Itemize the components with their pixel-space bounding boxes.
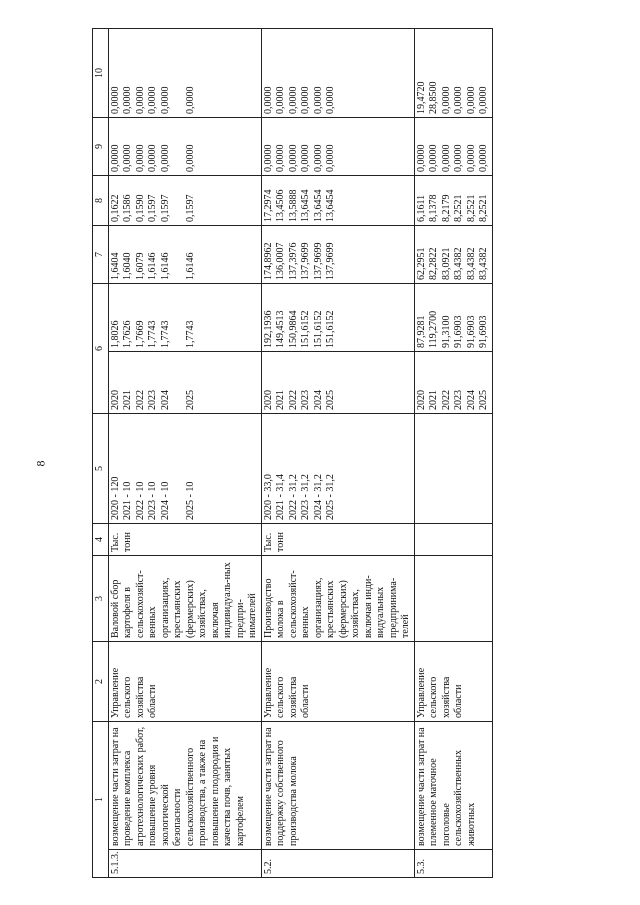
row-col6 — [414, 284, 492, 352]
header-cell-7: 7 — [93, 226, 109, 284]
row-col9-value: 0,0000 — [147, 144, 158, 172]
row-targets-value: 2021 - 31,4 — [275, 474, 286, 520]
row-col8-value: 8,2179 — [440, 194, 452, 222]
row-col10-value: 0,0000 — [325, 86, 336, 114]
row-targets — [261, 414, 414, 524]
row-targets — [108, 414, 261, 524]
row-col10-value: 0,0000 — [453, 86, 464, 114]
row-years — [261, 352, 414, 414]
row-years-value: 2024 — [465, 390, 477, 410]
row-years-value: 2025 — [325, 390, 336, 410]
row-years-value: 2022 — [287, 390, 299, 410]
row-col6-value: 91,6903 — [453, 315, 464, 348]
row-col10-value: 0,0000 — [300, 86, 311, 114]
row-col7 — [414, 226, 492, 284]
row-col9 — [261, 118, 414, 176]
row-col10-value: 0,0000 — [287, 86, 299, 114]
row-col7-value: 1,6146 — [147, 252, 158, 280]
row-executor: Управление сельского хозяйства области — [414, 642, 492, 722]
row-col6-value: 192,1936 — [262, 310, 274, 348]
row-col8-value: 0,1597 — [159, 194, 171, 222]
row-col9-value: 0,0000 — [415, 144, 427, 172]
row-unit — [414, 524, 492, 556]
row-col9-value: 0,0000 — [287, 144, 299, 172]
row-col8-value: 0,1586 — [122, 194, 133, 222]
row-col10-value: 19,4720 — [415, 81, 427, 114]
row-years-value: 2023 — [147, 390, 158, 410]
row-targets-value: 2020 - 120 — [109, 476, 121, 520]
row-col10 — [108, 29, 261, 118]
row-col8 — [108, 176, 261, 226]
row-indicator: Валовой сбор картофеля в сельскохозяйст-венных организациях, крестьянских (фермерских) хозяйствах, включая индивидуаль-ных предпри-нимателей — [108, 556, 261, 642]
row-col6 — [261, 284, 414, 352]
row-col8-value: 17,2974 — [262, 189, 274, 222]
row-years-value: 2020 — [109, 390, 121, 410]
row-col6-value: 91,6903 — [465, 315, 477, 348]
row-col6-value: 87,9281 — [415, 315, 427, 348]
row-targets-value: 2021 - 10 — [122, 481, 133, 520]
row-col8-value: 0,1590 — [134, 194, 146, 222]
row-col10-value: 0,0000 — [134, 86, 146, 114]
row-description: возмещение части затрат на поддержку собственного производства молока — [261, 722, 414, 850]
row-col8-value: 0,1597 — [184, 194, 196, 222]
row-col8-value: 8,1378 — [428, 194, 439, 222]
program-table — [92, 28, 493, 878]
table-row — [414, 29, 492, 878]
row-col7-value: 137,9699 — [325, 242, 336, 280]
row-col9-value: 0,0000 — [453, 144, 464, 172]
header-cell-4: 4 — [93, 524, 109, 556]
header-cell-10: 10 — [93, 29, 109, 118]
row-col7-value: 83,0921 — [440, 247, 452, 280]
row-col6-value — [172, 287, 185, 348]
row-col9-value: 0,0000 — [122, 144, 133, 172]
row-description: возмещение части затрат на племенное маточное поголовье сельскохозяйственных животных — [414, 722, 492, 850]
row-targets-value: 2025 - 10 — [184, 481, 196, 520]
row-col7-value: 1,6146 — [159, 252, 171, 280]
row-col10-value: 0,0000 — [275, 86, 286, 114]
row-unit: Тыс. тонн — [261, 524, 414, 556]
row-col6-value: 1,8026 — [109, 320, 121, 348]
row-col8-value: 13,5888 — [287, 189, 299, 222]
header-cell-5: 5 — [93, 414, 109, 524]
row-col10-value: 0,0000 — [478, 86, 489, 114]
header-cell-3: 3 — [93, 556, 109, 642]
header-row — [93, 29, 109, 878]
row-number: 5.3. — [414, 850, 492, 878]
header-cell-1: 1 — [93, 722, 109, 878]
row-years — [414, 352, 492, 414]
row-targets-value: 2025 - 31,2 — [325, 474, 336, 520]
row-col6-value: 119,2700 — [428, 310, 439, 348]
row-col7 — [261, 226, 414, 284]
row-col9-value: 0,0000 — [465, 144, 477, 172]
row-executor: Управление сельского хозяйства области — [108, 642, 261, 722]
row-indicator — [414, 556, 492, 642]
row-indicator: Производство молока в сельскохозяйст-венных организациях, крестьянских (фермерских) хозяйствах, включая инди-видуальных предпринима-телей — [261, 556, 414, 642]
row-targets — [414, 414, 492, 524]
row-col8-value: 0,1597 — [147, 194, 158, 222]
row-col10-value — [172, 32, 185, 114]
row-col6-value: 149,4513 — [275, 310, 286, 348]
row-executor: Управление сельского хозяйства области — [261, 642, 414, 722]
header-cell-2: 2 — [93, 642, 109, 722]
row-col9-value: 0,0000 — [478, 144, 489, 172]
row-col7-value — [172, 229, 185, 280]
row-years-value: 2021 — [122, 390, 133, 410]
row-targets-value: 2020 - 33,0 — [262, 474, 274, 520]
row-col6-value: 151,6152 — [325, 310, 336, 348]
row-col7-value: 1,6079 — [134, 252, 146, 280]
row-col6-value: 91,3100 — [440, 315, 452, 348]
row-col8-value: 13,6454 — [312, 189, 324, 222]
row-col6-value: 151,6152 — [300, 310, 311, 348]
row-col9-value — [172, 121, 185, 172]
row-col8-value: 13,6454 — [300, 189, 311, 222]
row-col6 — [108, 284, 261, 352]
row-col8-value: 6,1611 — [415, 194, 427, 222]
row-col10-value: 0,0000 — [109, 86, 121, 114]
row-col9-value: 0,0000 — [262, 144, 274, 172]
row-col10-value: 0,0000 — [312, 86, 324, 114]
row-targets-value — [172, 417, 185, 520]
row-col6-value: 1,7743 — [184, 320, 196, 348]
row-years-value: 2021 — [428, 390, 439, 410]
row-number: 5.2. — [261, 850, 414, 878]
row-col9-value: 0,0000 — [109, 144, 121, 172]
row-years-value: 2023 — [300, 390, 311, 410]
row-col7-value: 174,8962 — [262, 242, 274, 280]
table-row — [108, 29, 261, 878]
row-years-value: 2021 — [275, 390, 286, 410]
row-col9-value: 0,0000 — [159, 144, 171, 172]
row-col10-value: 0,0000 — [184, 86, 196, 114]
row-col10-value: 0,0000 — [262, 86, 274, 114]
row-col6-value: 150,9864 — [287, 310, 299, 348]
page-number: 8 — [33, 460, 48, 467]
row-col8-value: 13,6454 — [325, 189, 336, 222]
row-col6-value: 1,7743 — [159, 320, 171, 348]
row-col7-value: 83,4382 — [465, 247, 477, 280]
row-years-value — [172, 355, 185, 410]
row-col6-value: 1,7743 — [147, 320, 158, 348]
row-col7-value: 1,6404 — [109, 252, 121, 280]
row-col10-value: 0,0000 — [465, 86, 477, 114]
row-years-value: 2025 — [478, 390, 489, 410]
row-col9 — [108, 118, 261, 176]
row-unit: Тыс. тонн — [108, 524, 261, 556]
row-years — [108, 352, 261, 414]
row-years-value: 2022 — [440, 390, 452, 410]
header-cell-6: 6 — [93, 284, 109, 414]
row-col9-value: 0,0000 — [428, 144, 439, 172]
row-col10 — [414, 29, 492, 118]
row-years-value: 2024 — [159, 390, 171, 410]
row-col8 — [261, 176, 414, 226]
row-col9-value: 0,0000 — [275, 144, 286, 172]
row-col7-value: 137,9699 — [300, 242, 311, 280]
header-cell-9: 9 — [93, 118, 109, 176]
row-col9-value: 0,0000 — [300, 144, 311, 172]
row-col9-value: 0,0000 — [134, 144, 146, 172]
row-years-value: 2024 — [312, 390, 324, 410]
row-years-value: 2022 — [134, 390, 146, 410]
row-col7-value: 137,3976 — [287, 242, 299, 280]
table-body — [108, 29, 492, 878]
row-col7-value: 137,9699 — [312, 242, 324, 280]
row-col9 — [414, 118, 492, 176]
table-row — [261, 29, 414, 878]
row-targets-value: 2022 - 31,2 — [287, 474, 299, 520]
row-col7-value: 82,2822 — [428, 247, 439, 280]
row-col8-value — [172, 179, 185, 222]
row-col9-value: 0,0000 — [325, 144, 336, 172]
row-col6-value: 151,6152 — [312, 310, 324, 348]
row-years-value: 2020 — [415, 390, 427, 410]
row-col8-value: 0,1622 — [109, 194, 121, 222]
row-col8-value: 13,4506 — [275, 189, 286, 222]
row-targets-value: 2023 - 10 — [147, 481, 158, 520]
row-col9-value: 0,0000 — [312, 144, 324, 172]
row-col7-value: 1,6040 — [122, 252, 133, 280]
row-col6-value: 91,6903 — [478, 315, 489, 348]
row-col7 — [108, 226, 261, 284]
row-targets-value: 2024 - 31,2 — [312, 474, 324, 520]
row-col9-value: 0,0000 — [440, 144, 452, 172]
row-col10 — [261, 29, 414, 118]
row-targets-value: 2023 - 31,2 — [300, 474, 311, 520]
row-years-value: 2023 — [453, 390, 464, 410]
row-col7-value: 83,4382 — [478, 247, 489, 280]
row-col10-value: 28,8500 — [428, 81, 439, 114]
row-col7-value: 62,2951 — [415, 247, 427, 280]
row-col6-value: 1,7626 — [122, 320, 133, 348]
row-col7-value: 136,0007 — [275, 242, 286, 280]
row-col9-value: 0,0000 — [184, 144, 196, 172]
row-targets-value: 2024 - 10 — [159, 481, 171, 520]
row-col6-value: 1,7669 — [134, 320, 146, 348]
row-col10-value: 0,0000 — [159, 86, 171, 114]
row-col7-value: 83,4382 — [453, 247, 464, 280]
row-number: 5.1.3. — [108, 850, 261, 878]
row-col10-value: 0,0000 — [440, 86, 452, 114]
row-col7-value: 1,6146 — [184, 252, 196, 280]
rotated-table-container — [92, 28, 617, 878]
row-col10-value: 0,0000 — [122, 86, 133, 114]
row-targets-value: 2022 - 10 — [134, 481, 146, 520]
row-description: возмещение части затрат на проведение комплекса агротехнологических работ, повышение уровня экологической безопасности сельскохозяйственного производства, а также на повышение плодородия и качества почв, занятых картофелем — [108, 722, 261, 850]
row-col8-value: 8,2521 — [478, 194, 489, 222]
row-col8-value: 8,2521 — [465, 194, 477, 222]
row-col8-value: 8,2521 — [453, 194, 464, 222]
row-years-value: 2025 — [184, 390, 196, 410]
row-col8 — [414, 176, 492, 226]
row-years-value: 2020 — [262, 390, 274, 410]
row-col10-value: 0,0000 — [147, 86, 158, 114]
header-cell-8: 8 — [93, 176, 109, 226]
